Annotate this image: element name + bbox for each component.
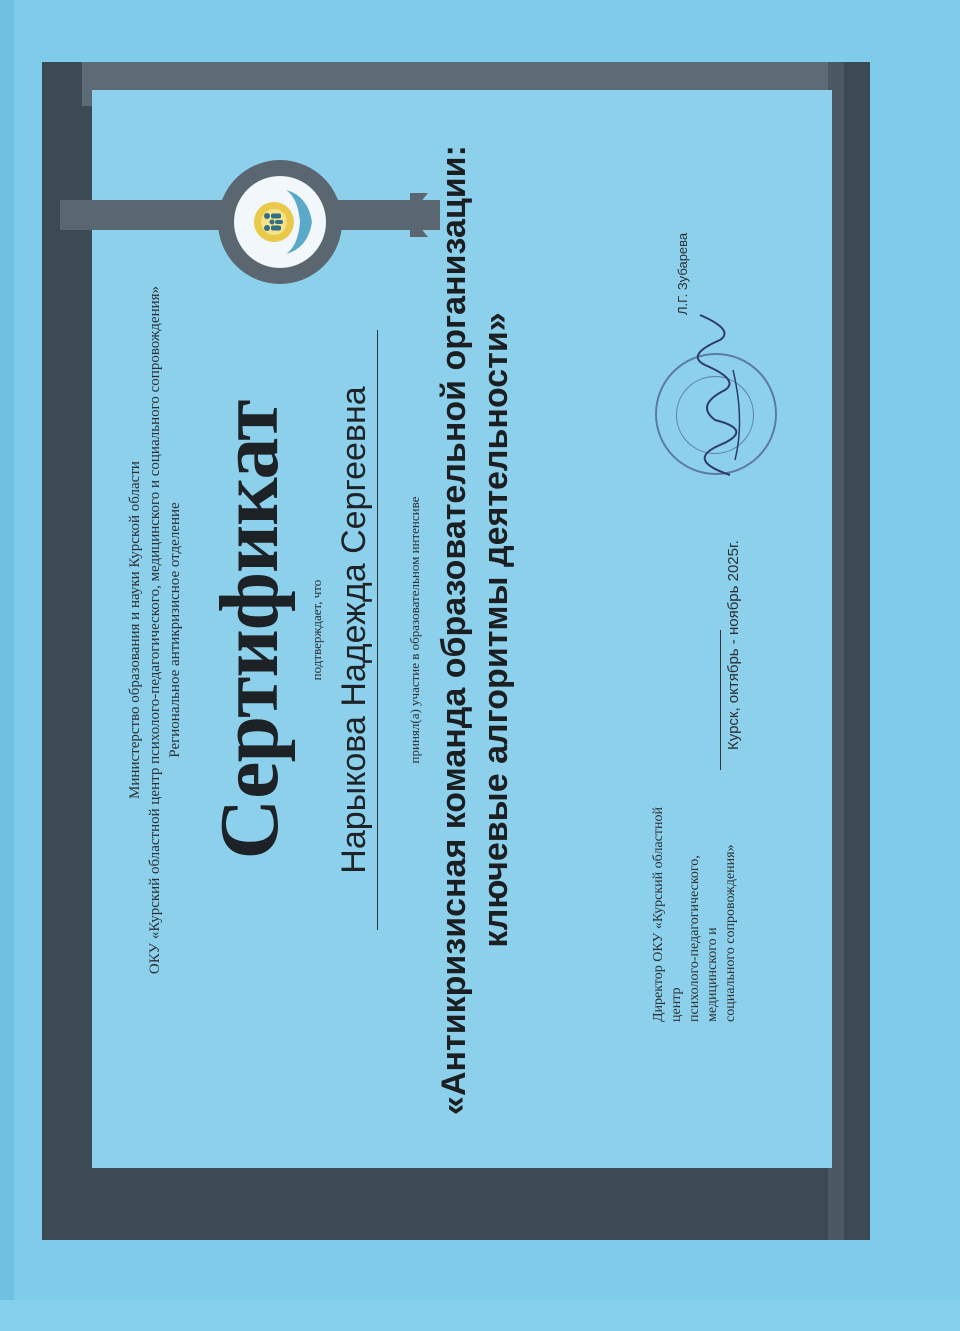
director-line-3: социального сопровождения» bbox=[723, 844, 738, 1022]
course-title-line1: «Антикризисная команда образовательной организации: bbox=[435, 145, 473, 1115]
confirms-text: подтверждает, что bbox=[309, 579, 324, 681]
organization-line: ОКУ «Курский областной центр психолого-педагогического, медицинского и социального сопровождения» bbox=[147, 285, 163, 975]
paper-bottom-edge bbox=[0, 1300, 960, 1331]
recipient-underline bbox=[377, 330, 378, 930]
paper-edge bbox=[0, 0, 14, 1331]
certificate-content bbox=[115, 130, 815, 1130]
recipient-name: Нарыкова Надежда Сергеевна bbox=[335, 386, 373, 874]
signer-name: Л.Г. Зубарева bbox=[675, 232, 690, 315]
ministry-line: Министерство образования и науки Курской области bbox=[127, 461, 143, 799]
place-and-date: Курск, октябрь - ноябрь 2025г. bbox=[725, 540, 742, 750]
department-line: Региональное антикризисное отделение bbox=[167, 502, 183, 758]
signature-icon bbox=[675, 310, 755, 480]
director-line-2: психолого-педагогического, медицинского и bbox=[687, 855, 720, 1022]
signature-underline bbox=[720, 630, 721, 770]
course-title-line2: ключевые алгоритмы деятельности» bbox=[477, 312, 515, 948]
participation-text: принял(а) участие в образовательном интенсиве bbox=[407, 496, 422, 764]
director-line-1: Директор ОКУ «Курский областной центр bbox=[651, 807, 684, 1022]
certificate-title: Сертификат bbox=[203, 400, 296, 860]
director-block bbox=[650, 772, 740, 1022]
